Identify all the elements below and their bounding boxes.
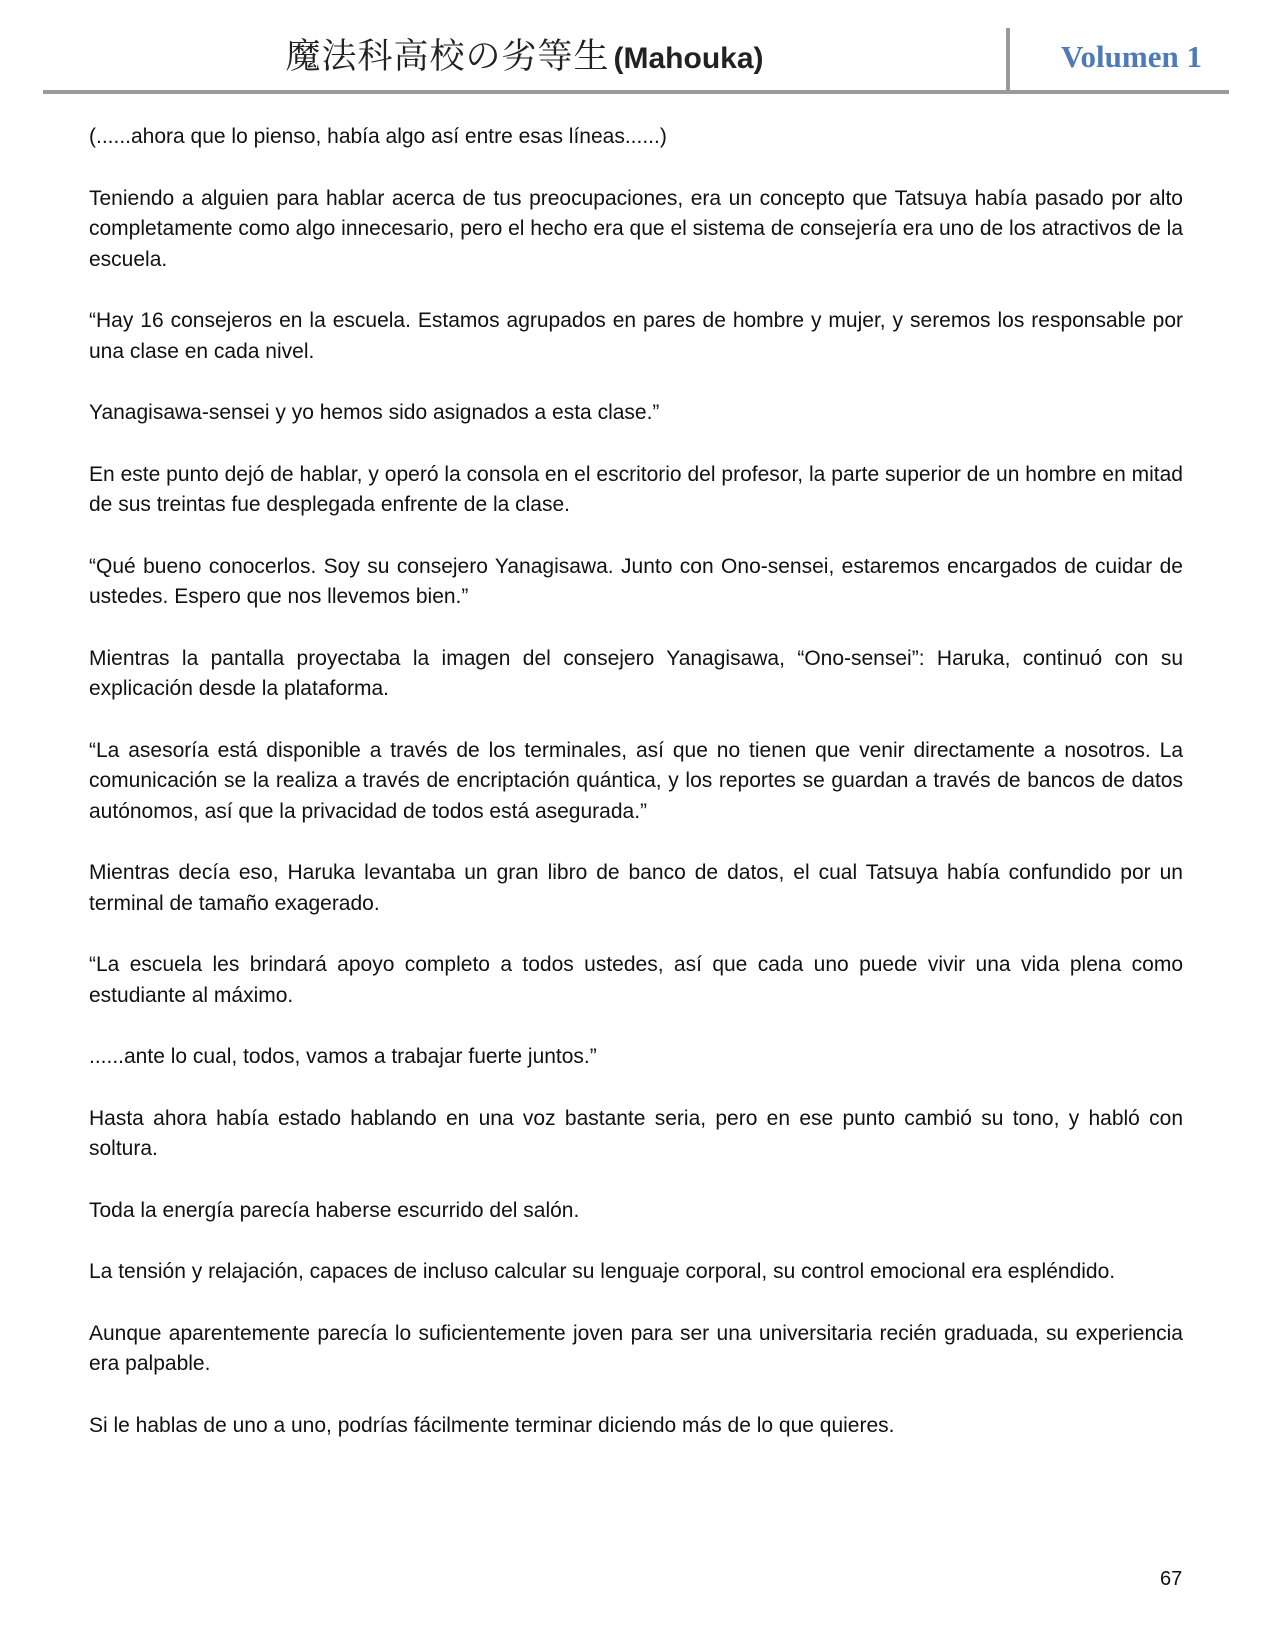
- paragraph: En este punto dejó de hablar, y operó la consola en el escritorio del profesor, la parte superior de un hombre en mitad de sus treintas fue desplegada enfrente de la clase.: [89, 462, 1183, 516]
- paragraph: “La asesoría está disponible a través de los terminales, así que no tienen que venir directamente a nosotros. La comunicación se la realiza a través de encriptación quántica, y los reportes se guardan a través de bancos de datos autónomos, así que la privacidad de todos está asegurada.”: [89, 738, 1183, 823]
- page-body: [89, 122, 1183, 1472]
- paragraph: Hasta ahora había estado hablando en una voz bastante seria, pero en ese punto cambió su tono, y habló con soltura.: [89, 1106, 1183, 1160]
- header-rule: [43, 90, 1229, 94]
- paragraph: “Qué bueno conocerlos. Soy su consejero Yanagisawa. Junto con Ono-sensei, estaremos encargados de cuidar de ustedes. Espero que nos llevemos bien.”: [89, 554, 1183, 608]
- paragraph: Yanagisawa-sensei y yo hemos sido asignados a esta clase.”: [89, 401, 660, 424]
- paragraph: Aunque aparentemente parecía lo suficientemente joven para ser una universitaria recién graduada, su experiencia era palpable.: [89, 1321, 1183, 1375]
- volume-label: Volumen 1: [1061, 39, 1202, 74]
- header-title-japanese: 魔法科高校の劣等生: [285, 37, 610, 77]
- header-title-romaji: (Mahouka): [613, 42, 764, 75]
- paragraph: Mientras decía eso, Haruka levantaba un gran libro de banco de datos, el cual Tatsuya había confundido por un terminal de tamaño exagerado.: [89, 861, 1183, 915]
- paragraph: ......ante lo cual, todos, vamos a trabajar fuerte juntos.”: [89, 1045, 597, 1068]
- paragraph: (......ahora que lo pienso, había algo así entre esas líneas......): [89, 125, 667, 148]
- page-number: 67: [1160, 1568, 1183, 1590]
- paragraph: La tensión y relajación, capaces de incluso calcular su lenguaje corporal, su control emocional era espléndido.: [89, 1260, 1116, 1283]
- page-header: [43, 28, 1229, 92]
- header-divider: [1006, 28, 1010, 90]
- paragraph: Teniendo a alguien para hablar acerca de tus preocupaciones, era un concepto que Tatsuya había pasado por alto completamente como algo innecesario, pero el hecho era que el sistema de consejería era uno de los atractivos de la escuela.: [89, 186, 1183, 271]
- paragraph: Toda la energía parecía haberse escurrido del salón.: [89, 1198, 580, 1222]
- paragraph: Si le hablas de uno a uno, podrías fácilmente terminar diciendo más de lo que quieres.: [89, 1413, 895, 1437]
- header-title: [43, 28, 1006, 86]
- paragraph: “Hay 16 consejeros en la escuela. Estamos agrupados en pares de hombre y mujer, y seremos los responsable por una clase en cada nivel.: [89, 309, 1183, 363]
- paragraph: “La escuela les brindará apoyo completo a todos ustedes, así que cada uno puede vivir una vida plena como estudiante al máximo.: [89, 953, 1183, 1007]
- paragraph: Mientras la pantalla proyectaba la imagen del consejero Yanagisawa, “Ono-sensei”: Haruka, continuó con su explicación desde la plataforma.: [89, 646, 1183, 700]
